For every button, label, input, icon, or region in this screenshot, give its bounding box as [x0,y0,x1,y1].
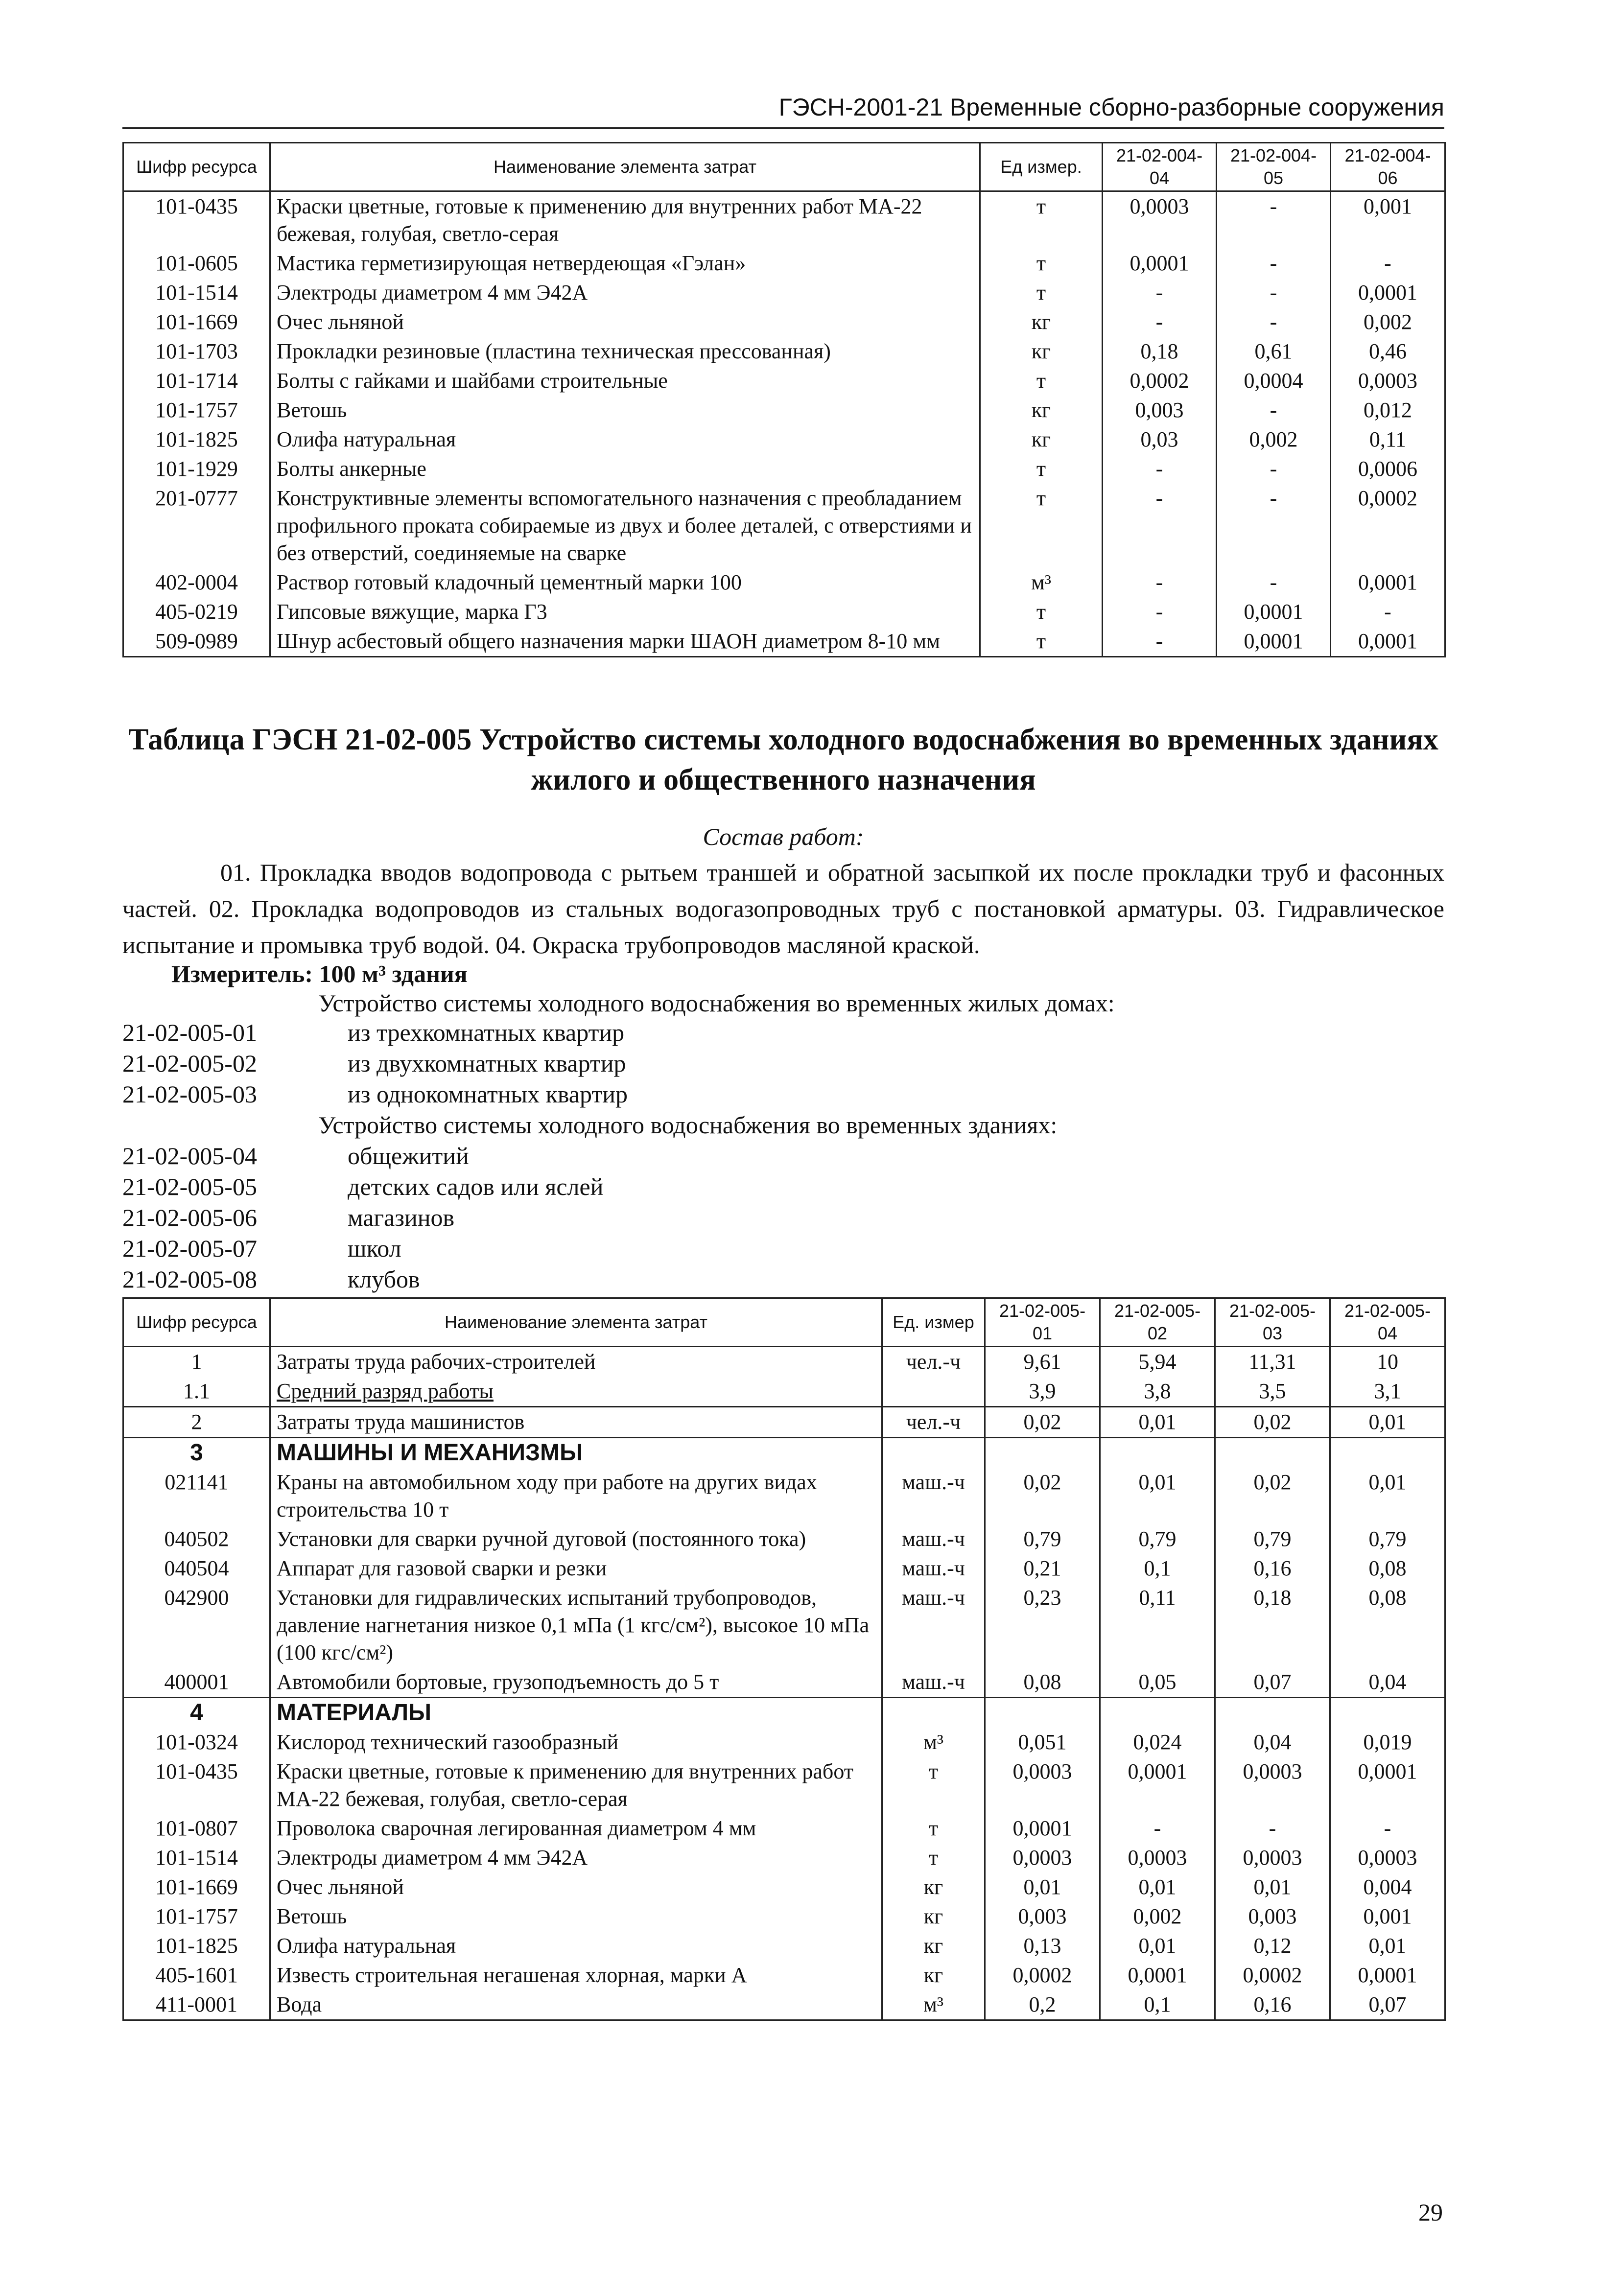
column-header: Наименование элемента затрат [270,1298,882,1347]
table-cell: 040504 [123,1554,270,1583]
page-number: 29 [1418,2199,1443,2226]
table-cell: Электроды диаметром 4 мм Э42А [270,278,980,307]
table-cell: - [1217,249,1331,278]
table-cell: 0,08 [985,1667,1100,1698]
variant-item: 21-02-005-05 детских садов или яслей [122,1173,604,1200]
table-cell: 0,16 [1215,1990,1330,2020]
table-row [123,1931,1445,1961]
table-cell: 0,79 [1330,1524,1445,1554]
table-row [123,484,1445,568]
table-cell: 0,0003 [1215,1843,1330,1872]
table-cell: 509-0989 [123,627,270,657]
table-cell: 0,001 [1331,191,1445,249]
table-cell: т [980,191,1103,249]
table-cell: 0,012 [1331,396,1445,425]
table-cell: 0,11 [1100,1583,1215,1667]
table-row [123,396,1445,425]
table-cell: 101-1669 [123,1872,270,1902]
header-title: ГЭСН-2001-21 Временные сборно-разборные сооружения [778,94,1444,121]
table-cell: 0,46 [1331,337,1445,366]
table-cell: т [980,627,1103,657]
table-cell: 0,002 [1331,307,1445,337]
table-cell: кг [882,1872,985,1902]
table-cell: Затраты труда машинистов [270,1407,882,1438]
table-cell: - [1217,396,1331,425]
table-cell: 101-1757 [123,396,270,425]
table-cell: 101-0605 [123,249,270,278]
table-cell: кг [882,1931,985,1961]
table-cell: 0,01 [1100,1872,1215,1902]
measure-unit: Измеритель: 100 м³ здания [171,960,468,987]
variant-item: 21-02-005-01 из трехкомнатных квартир [122,1019,625,1046]
table-cell: 0,02 [1215,1468,1330,1524]
table-cell: т [882,1757,985,1814]
table-cell: 3,8 [1100,1377,1215,1407]
table-cell: 042900 [123,1583,270,1667]
table-cell: 0,0003 [1215,1757,1330,1814]
table-cell: 0,0001 [1217,597,1331,627]
table-cell: 0,0001 [1100,1961,1215,1990]
table-cell: 101-0435 [123,1757,270,1814]
table-cell: 0,01 [1215,1872,1330,1902]
table-cell: 0,01 [1100,1407,1215,1438]
table-cell: 0,0003 [1103,191,1217,249]
table-cell: 0,79 [985,1524,1100,1554]
table-cell: 0,0001 [1331,278,1445,307]
table-cell: 0,002 [1217,425,1331,454]
table-row [123,1990,1445,2020]
table-cell: Краски цветные, готовые к применению для внутренних работ МА-22 бежевая, голубая, светло-серая [270,191,980,249]
table-row [123,191,1445,249]
table-cell [985,1698,1100,1728]
table-cell [882,1698,985,1728]
table-cell: 0,003 [1103,396,1217,425]
table-cell: Ветошь [270,1902,882,1931]
table-cell: т [980,249,1103,278]
table-row [123,1524,1445,1554]
table-cell: 0,18 [1103,337,1217,366]
column-header: Наименование элемента затрат [270,143,980,191]
table-row [123,1814,1445,1843]
table-cell: Очес льняной [270,307,980,337]
table-cell: Олифа натуральная [270,1931,882,1961]
table-cell: т [980,366,1103,396]
table-cell: - [1103,627,1217,657]
table-cell: 101-1703 [123,337,270,366]
table-cell: 101-0324 [123,1728,270,1757]
table-cell: 101-1669 [123,307,270,337]
table-cell: 101-1757 [123,1902,270,1931]
table-cell: 0,01 [985,1872,1100,1902]
table-cell: Очес льняной [270,1872,882,1902]
composition-text: 01. Прокладка вводов водопровода с рытьем траншей и обратной засыпкой их после прокладки труб и фасонных частей. 02. Прокладка водопроводов из стальных водогазопроводных труб с постановкой арматуры. 03. Гидравлическое испытание и промывка труб водой. 04. Окраска трубопроводов масляной краской. [122,859,1444,959]
table-cell: - [1103,484,1217,568]
table-row [123,1554,1445,1583]
table-cell: 0,01 [1100,1931,1215,1961]
table-cell: 0,0001 [1331,568,1445,597]
table-cell: 0,0003 [1331,366,1445,396]
table-cell: 0,004 [1330,1872,1445,1902]
table-cell: 0,79 [1100,1524,1215,1554]
table-cell: Затраты труда рабочих-строителей [270,1347,882,1377]
section-title: Таблица ГЭСН 21-02-005 Устройство системы холодного водоснабжения во временных зданиях жилого и общественного назначения [128,723,1438,796]
table-row [123,1757,1445,1814]
table-cell: 9,61 [985,1347,1100,1377]
table-cell: 10 [1330,1347,1445,1377]
table-row [123,425,1445,454]
table-cell: Болты анкерные [270,454,980,484]
table-cell: - [1100,1814,1215,1843]
table-cell: 2 [123,1407,270,1438]
table-cell: 0,0003 [985,1757,1100,1814]
table-cell: 0,1 [1100,1554,1215,1583]
column-header: 21-02-004-04 [1103,143,1217,191]
column-header: 21-02-004-05 [1217,143,1331,191]
table-cell: 0,003 [1215,1902,1330,1931]
table-cell [1100,1698,1215,1728]
table-cell: кг [980,396,1103,425]
table-cell: - [1103,597,1217,627]
table-cell: 5,94 [1100,1347,1215,1377]
table-cell: 021141 [123,1468,270,1524]
table-cell: Установки для гидравлических испытаний трубопроводов, давление нагнетания низкое 0,1 мПа (1 кгс/см²), высокое 10 мПа (100 кгс/см²) [270,1583,882,1667]
table-row [123,1468,1445,1524]
table-cell: т [980,484,1103,568]
table-cell: 3,5 [1215,1377,1330,1407]
table-cell: 0,61 [1217,337,1331,366]
table-cell: маш.-ч [882,1583,985,1667]
table-cell: - [1217,454,1331,484]
table-cell: 0,2 [985,1990,1100,2020]
table-cell: - [1331,249,1445,278]
table-row [123,249,1445,278]
table-cell: 0,0001 [1330,1757,1445,1814]
table-cell: т [980,597,1103,627]
table-cell: 405-0219 [123,597,270,627]
table-cell: 0,08 [1330,1583,1445,1667]
table-cell: 0,051 [985,1728,1100,1757]
table-row [123,1377,1445,1407]
table-cell: 101-0435 [123,191,270,249]
table-cell: 0,04 [1330,1667,1445,1698]
table-cell: 0,02 [1215,1407,1330,1438]
table-cell: 0,0003 [985,1843,1100,1872]
table-cell: т [980,278,1103,307]
table-cell: 0,0001 [1100,1757,1215,1814]
table-cell: Электроды диаметром 4 мм Э42А [270,1843,882,1872]
table-row [123,366,1445,396]
table-cell [882,1377,985,1407]
table-cell: Гипсовые вяжущие, марка Г3 [270,597,980,627]
table-cell: 3 [123,1438,270,1468]
table-cell [1100,1438,1215,1468]
table-cell: 0,07 [1330,1990,1445,2020]
table-cell: - [1103,568,1217,597]
table-cell: 0,03 [1103,425,1217,454]
table-cell: 0,01 [1330,1407,1445,1438]
table-cell: МАТЕРИАЛЫ [270,1698,882,1728]
resource-table-1 [122,142,1446,657]
table-row [123,1583,1445,1667]
table-cell: маш.-ч [882,1554,985,1583]
table-cell: 0,08 [1330,1554,1445,1583]
table-row [123,568,1445,597]
table-row [123,1438,1445,1468]
table-cell: маш.-ч [882,1468,985,1524]
table-row [123,1843,1445,1872]
table-cell: чел.-ч [882,1347,985,1377]
column-header: 21-02-005-03 [1215,1298,1330,1347]
table-cell: 411-0001 [123,1990,270,2020]
table-row [123,337,1445,366]
table-row [123,454,1445,484]
variant-item: 21-02-005-04 общежитий [122,1142,469,1170]
table-cell: 0,0006 [1331,454,1445,484]
variant-group-heading: Устройство системы холодного водоснабжения во временных жилых домах: [318,989,1115,1017]
column-header: 21-02-004-06 [1331,143,1445,191]
table-cell: кг [980,425,1103,454]
table-cell: - [1217,278,1331,307]
table-cell: 0,019 [1330,1728,1445,1757]
table-cell [1215,1438,1330,1468]
table-cell: - [1217,307,1331,337]
table-cell: МАШИНЫ И МЕХАНИЗМЫ [270,1438,882,1468]
table-cell: 101-1714 [123,366,270,396]
table-row [123,1902,1445,1931]
table-cell: Краны на автомобильном ходу при работе на других видах строительства 10 т [270,1468,882,1524]
table-cell: 0,21 [985,1554,1100,1583]
table-cell: кг [980,307,1103,337]
table-cell: Мастика герметизирующая нетвердеющая «Гэлан» [270,249,980,278]
table-cell: Шнур асбестовый общего назначения марки ШАОН диаметром 8-10 мм [270,627,980,657]
table-cell: т [882,1843,985,1872]
table-cell: 0,18 [1215,1583,1330,1667]
variant-item: 21-02-005-03 из однокомнатных квартир [122,1080,628,1108]
table-cell: 0,0001 [1217,627,1331,657]
table-cell: 11,31 [1215,1347,1330,1377]
table-cell: кг [882,1961,985,1990]
table-cell: 0,0003 [1330,1843,1445,1872]
table-cell [985,1438,1100,1468]
table-row [123,627,1445,657]
table-cell: 0,07 [1215,1667,1330,1698]
table-cell: 101-0807 [123,1814,270,1843]
table-cell: маш.-ч [882,1667,985,1698]
table-row [123,1698,1445,1728]
table-cell: 0,0003 [1100,1843,1215,1872]
table-cell: 4 [123,1698,270,1728]
table-cell: 0,01 [1330,1468,1445,1524]
table-cell: 0,0002 [1331,484,1445,568]
table-cell: 0,23 [985,1583,1100,1667]
table-cell: - [1103,278,1217,307]
table-cell: - [1215,1814,1330,1843]
table-cell: - [1217,484,1331,568]
table-cell [882,1438,985,1468]
table-cell: 1.1 [123,1377,270,1407]
table-cell: Ветошь [270,396,980,425]
column-header: 21-02-005-01 [985,1298,1100,1347]
table-cell: 040502 [123,1524,270,1554]
table-cell: - [1330,1814,1445,1843]
table-cell: 0,04 [1215,1728,1330,1757]
column-header: Ед. измер [882,1298,985,1347]
table-cell: - [1103,454,1217,484]
table-cell: 101-1825 [123,1931,270,1961]
table-cell: Автомобили бортовые, грузоподъемность до 5 т [270,1667,882,1698]
table-cell: Раствор готовый кладочный цементный марки 100 [270,568,980,597]
table-cell: 0,0002 [985,1961,1100,1990]
table-row [123,307,1445,337]
table-cell: - [1331,597,1445,627]
table-cell: Средний разряд работы [270,1377,882,1407]
variant-item: 21-02-005-02 из двухкомнатных квартир [122,1050,626,1077]
table-cell: 0,02 [985,1468,1100,1524]
table-cell: 0,002 [1100,1902,1215,1931]
table-cell: 0,79 [1215,1524,1330,1554]
table-cell: Краски цветные, готовые к применению для внутренних работ МА-22 бежевая, голубая, светло-серая [270,1757,882,1814]
table-cell: кг [980,337,1103,366]
table-cell: т [980,454,1103,484]
table-cell: 3,9 [985,1377,1100,1407]
table-cell: м³ [882,1728,985,1757]
table-cell: - [1217,191,1331,249]
table-cell: чел.-ч [882,1407,985,1438]
column-header: Ед измер. [980,143,1103,191]
table-cell: Установки для сварки ручной дуговой (постоянного тока) [270,1524,882,1554]
table-cell: 0,0002 [1103,366,1217,396]
table-cell: маш.-ч [882,1524,985,1554]
composition-label: Состав работ: [703,823,864,850]
variant-item: 21-02-005-07 школ [122,1235,401,1262]
resource-table-2 [122,1297,1446,2021]
table-cell [1330,1438,1445,1468]
variant-group-heading: Устройство системы холодного водоснабжения во временных зданиях: [318,1111,1058,1139]
table-cell: 0,0004 [1217,366,1331,396]
table-row [123,1728,1445,1757]
table-cell: Кислород технический газообразный [270,1728,882,1757]
table-cell: 0,13 [985,1931,1100,1961]
column-header: 21-02-005-04 [1330,1298,1445,1347]
table-cell: 101-1825 [123,425,270,454]
table-row [123,1872,1445,1902]
table-cell: 0,0001 [1330,1961,1445,1990]
table-cell: м³ [882,1990,985,2020]
table-cell [1330,1698,1445,1728]
variant-item: 21-02-005-06 магазинов [122,1204,455,1231]
table-row [123,1407,1445,1438]
table-row [123,1667,1445,1698]
table-cell: 0,001 [1330,1902,1445,1931]
table-cell: 0,003 [985,1902,1100,1931]
table-cell: 405-1601 [123,1961,270,1990]
table-cell: Аппарат для газовой сварки и резки [270,1554,882,1583]
table-cell: Известь строительная негашеная хлорная, марки А [270,1961,882,1990]
table-cell: т [882,1814,985,1843]
table-cell: - [1103,307,1217,337]
table-cell: 0,01 [1100,1468,1215,1524]
table-row [123,1961,1445,1990]
table-cell: 3,1 [1330,1377,1445,1407]
column-header: 21-02-005-02 [1100,1298,1215,1347]
table-cell: Олифа натуральная [270,425,980,454]
table-row [123,597,1445,627]
table-cell: 101-1514 [123,1843,270,1872]
variant-item: 21-02-005-08 клубов [122,1265,420,1293]
table-cell: Болты с гайками и шайбами строительные [270,366,980,396]
table-cell: 0,0001 [1103,249,1217,278]
column-header: Шифр ресурса [123,143,270,191]
table-cell: 400001 [123,1667,270,1698]
table-cell: 101-1514 [123,278,270,307]
table-cell: - [1217,568,1331,597]
table-cell: Вода [270,1990,882,2020]
table-cell: 0,1 [1100,1990,1215,2020]
table-cell: 0,0001 [1331,627,1445,657]
table-cell: 0,024 [1100,1728,1215,1757]
table-cell: 0,0001 [985,1814,1100,1843]
table-cell: 0,12 [1215,1931,1330,1961]
table-cell: 0,01 [1330,1931,1445,1961]
table-cell: 0,02 [985,1407,1100,1438]
table-cell: Проволока сварочная легированная диаметром 4 мм [270,1814,882,1843]
table-cell: 0,11 [1331,425,1445,454]
table-cell: Конструктивные элементы вспомогательного назначения с преобладанием профильного проката собираемые из двух и более деталей, с отверстиями и без отверстий, соединяемые на сварке [270,484,980,568]
table-cell: м³ [980,568,1103,597]
page-header [122,88,1444,129]
table-cell: 0,0002 [1215,1961,1330,1990]
column-header: Шифр ресурса [123,1298,270,1347]
table-cell: 101-1929 [123,454,270,484]
table-cell: 0,16 [1215,1554,1330,1583]
table-header-row [123,143,1445,191]
table-cell: 0,05 [1100,1667,1215,1698]
table-cell: 1 [123,1347,270,1377]
table-row [123,1347,1445,1377]
table-cell [1215,1698,1330,1728]
table-cell: Прокладки резиновые (пластина техническая прессованная) [270,337,980,366]
table-row [123,278,1445,307]
table-cell: 402-0004 [123,568,270,597]
table-header-row [123,1298,1445,1347]
table-cell: 201-0777 [123,484,270,568]
table-cell: кг [882,1902,985,1931]
